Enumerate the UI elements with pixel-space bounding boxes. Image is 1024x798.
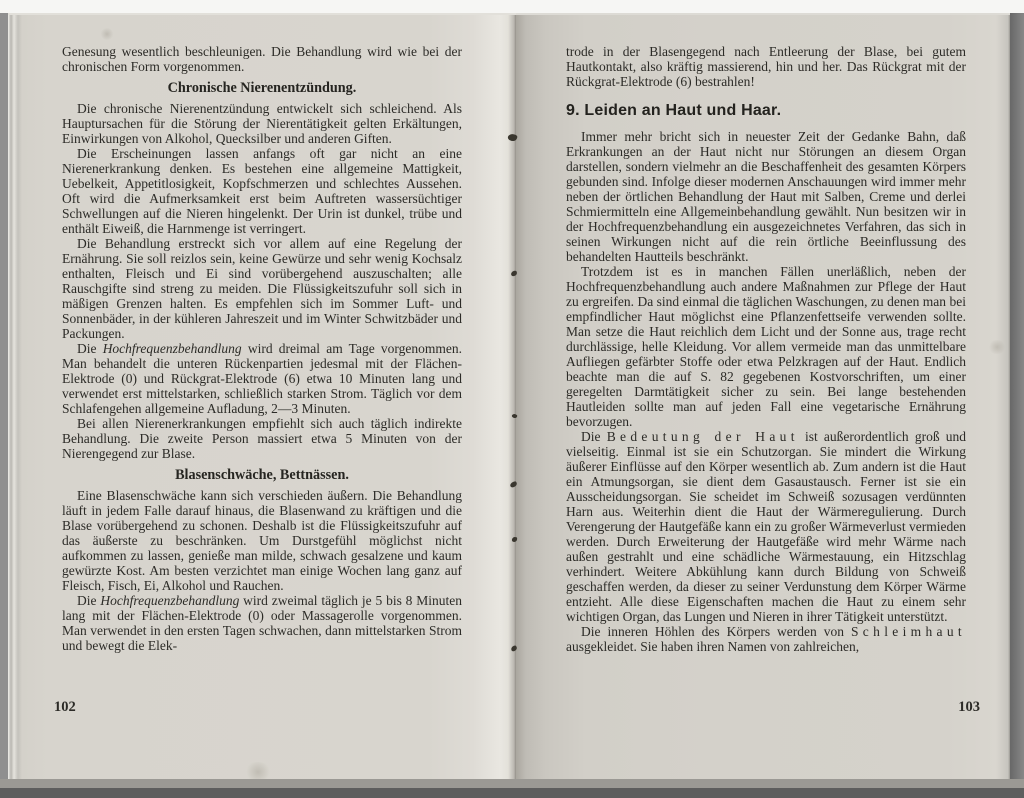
paragraph	[62, 341, 462, 416]
left-page	[8, 13, 516, 781]
text-run: Genesung wesentlich beschleunigen. Die Behandlung wird wie bei der chronischen Form vorgenommen.	[62, 44, 462, 74]
text-run: Die	[77, 593, 101, 608]
scanner-bottom-band	[0, 788, 1024, 798]
text-run: Die chronische Nierenentzündung entwickelt sich schleichend. Als Hauptursachen für die Störung der Nierentätigkeit gelten Erkältungen, Einwirkungen von Alkohol, Quecksilber und anderen Giften.	[62, 101, 462, 146]
paragraph	[62, 488, 462, 593]
text-run: wird dreimal am Tage vorgenommen. Man behandelt die unteren Rückenpartien jedesmal mit der Flächen-Elektrode (0) und Rückgrat-Elektrode (6) etwa 10 Minuten lang und verwendet erst mittelstarken, schließlich starken Strom. Täglich vor dem Schlafengehen allgemeine Aufladung, 2—3 Minuten.	[62, 341, 462, 416]
right-page-text	[566, 44, 966, 654]
text-run: ist außerordentlich groß und vielseitig. Einmal ist sie ein Schutzorgan. Sie mindert die Wirkung äußerer Einflüsse auf den Körper wesentlich ab. Zum andern ist die Haut ein Atmungsorgan, sie dient dem Gasaustausch. Ferner ist sie ein Ausscheidungsorgan. Sie scheidet im Schweiß sozusagen verdünnten Harn aus. Weiterhin dient die Haut der Wärmeregulierung. Durch Verengerung der Hautgefäße kann ein zu großer Wärmeverlust vermieden werden. Durch Erweiterung der Hautgefäße wird mehr Wärme nach außen gestrahlt und eine schädliche Wärmestauung, ein Hitzschlag verhindert. Weitere Abkühlung kann durch Bildung von Schweiß geschaffen werden, da dieser zu seiner Verdunstung dem Körper Wärme entzieht. Alle diese Eigenschaften machen die Haut zu einem sehr wichtigen Organ, das Lungen und Nieren in ihrer Tätigkeit unterstützt.	[566, 429, 966, 624]
italic-term: Hochfrequenzbehandlung	[102, 341, 242, 356]
page-bottom-edge	[0, 779, 1024, 788]
text-run: Die Erscheinungen lassen anfangs oft gar nicht an eine Nierenerkrankung denken. Es bestehen eine allgemeine Mattigkeit, Uebelkeit, Appetitlosigkeit, Kopfschmerzen und schlechtes Aussehen. Oft wird die Aufmerksamkeit erst beim Auftreten wassersüchtiger Schwellungen auf die Nieren hingelenkt. Der Urin ist dunkel, trübe und enthält Eiweiß, die Harnmenge ist verringert.	[62, 146, 462, 236]
italic-term: Hochfrequenzbehandlung	[100, 593, 240, 608]
text-run: Die	[581, 429, 607, 444]
chapter-heading: 9. Leiden an Haut und Haar.	[566, 102, 782, 119]
text-run: Trotzdem ist es in manchen Fällen unerläßlich, neben der Hochfrequenzbehandlung auch andere Maßnahmen zur Pflege der Haut zu ergreifen. Da sind einmal die täglichen Waschungen, zu denen man bei empfindlicher Haut möglichst eine Pflanzenfettseife verwenden sollte. Man setze die Haut reichlich dem Licht und der Sonne aus, trage recht durchlässige, helle Kleidung. Vor allem vermeide man das unmittelbare Aufliegen gefärbter Stoffe oder etwa Pelzkragen auf der Haut. Endlich beachte man die auf S. 82 gegebenen Kostvorschriften, um einer geregelten Darmtätigkeit sicher zu sein. Bei lange bestehenden Hautleiden sollte man auf jeden Fall eine vegetarische Ernährung bevorzugen.	[566, 264, 966, 429]
book-right-edge-shadow	[1010, 13, 1024, 779]
paper-smudge	[100, 28, 114, 40]
paragraph	[566, 129, 966, 264]
paragraph	[566, 429, 966, 624]
left-page-text	[62, 44, 462, 653]
paragraph	[566, 624, 966, 654]
text-run: Die Behandlung erstreckt sich vor allem auf eine Regelung der Ernährung. Sie soll reizlos sein, keine Gewürze und sehr wenig Kochsalz enthalten, Fleisch und Ei sind vorübergehend auszuschalten; alle Rauschgifte sind streng zu meiden. Die Flüssigkeitszufuhr soll sich in mäßigen Grenzen halten. Es empfehlen sich im Sommer Luft- und Sonnenbäder, in der kühleren Jahreszeit und im Winter Schwitzbäder und Packungen.	[62, 236, 462, 341]
section-heading: Blasenschwäche, Bettnässen.	[175, 467, 349, 483]
emphasized-spaced-term: Bedeutung der Haut	[606, 429, 799, 444]
paragraph	[62, 236, 462, 341]
text-run: trode in der Blasengegend nach Entleerung der Blase, bei gutem Hautkontakt, also kräftig massierend, hin und her. Das Rückgrat mit der Rückgrat-Elektrode (6) bestrahlen!	[566, 44, 966, 89]
page-number-right: 103	[958, 699, 980, 715]
paragraph	[62, 416, 462, 461]
text-run: Eine Blasenschwäche kann sich verschieden äußern. Die Behandlung läuft in jedem Falle darauf hinaus, die Blasenwand zu kräftigen und die Blase vorübergehend zu schonen. Deshalb ist die Flüssigkeitszufuhr auf das äußerste zu beschränken. Um Durstgefühl möglichst nicht aufkommen zu lassen, genieße man milde, schwach gesalzene und kaum gewürzte Kost. Am besten verzichtet man einige Wochen lang ganz auf Fleisch, Fisch, Ei, Alkohol und Rauchen.	[62, 488, 462, 593]
page-number-left: 102	[54, 699, 76, 715]
right-page	[516, 13, 1010, 781]
paragraph	[62, 44, 462, 74]
paragraph	[62, 593, 462, 653]
text-run: Die	[77, 341, 103, 356]
paragraph	[566, 264, 966, 429]
paper-smudge	[988, 340, 1006, 354]
paragraph	[62, 101, 462, 146]
paragraph	[566, 44, 966, 89]
text-run: Die inneren Höhlen des Körpers werden von	[581, 624, 851, 639]
text-run: Immer mehr bricht sich in neuester Zeit der Gedanke Bahn, daß Erkrankungen an der Haut nicht nur Störungen an diesem Organ darstellen, sondern vielmehr an die Beschaffenheit des gesamten Körpers gebunden sind. Infolge dieser modernen Anschauungen wird immer mehr neben der örtlichen Behandlung der Haut mit Salben, Creme und derlei Schmiermitteln eine Allgemeinbehandlung gewählt. Nun besitzen wir in der Hochfrequenzbehandlung ein ausgezeichnetes Verfahren, das sich in seinen Wirkungen nicht auf die rein örtliche Beeinflussung des behandelten Hautteils beschränkt.	[566, 129, 966, 264]
section-heading: Chronische Nierenentzündung.	[167, 80, 357, 96]
emphasized-spaced-term: Schleimhaut	[850, 624, 966, 639]
paragraph	[62, 146, 462, 236]
scanner-top-band	[0, 0, 1024, 13]
text-run: wird zweimal täglich je 5 bis 8 Minuten lang mit der Flächen-Elektrode (0) oder Massagerolle vorgenommen. Man verwendet in den ersten Tagen schwachen, dann mittelstarken Strom und bewegt die Elek-	[62, 593, 463, 653]
text-run: ausgekleidet. Sie haben ihren Namen von zahlreichen,	[566, 639, 860, 654]
text-run: Bei allen Nierenerkrankungen empfiehlt sich auch täglich indirekte Behandlung. Die zweite Person massiert etwa 5 Minuten von der Nierengegend zur Blase.	[62, 416, 462, 461]
